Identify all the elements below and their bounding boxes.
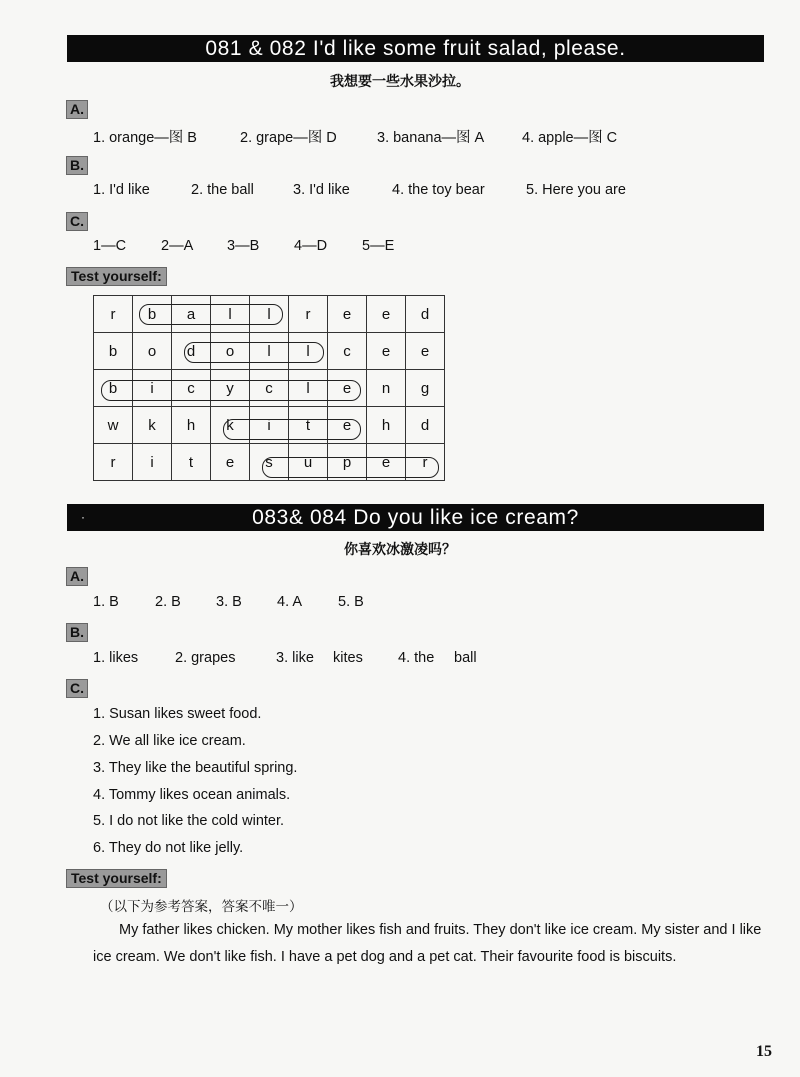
grid-cell: h bbox=[172, 407, 211, 444]
list-item: 2. We all like ice cream. bbox=[93, 733, 246, 749]
list-item: 4—D bbox=[294, 238, 328, 254]
grid-cell: i bbox=[133, 370, 172, 407]
grid-cell: w bbox=[94, 407, 133, 444]
section-title-bar-1 bbox=[67, 35, 764, 62]
grid-cell: g bbox=[406, 370, 445, 407]
circled-word-doll bbox=[184, 342, 324, 363]
section-title-bar-2: · 083& 084 Do you like ice cream? bbox=[67, 504, 764, 531]
list-item: 2. B bbox=[155, 594, 181, 610]
grid-cell: c bbox=[328, 333, 367, 370]
grid-cell: a bbox=[172, 296, 211, 333]
grid-cell: o bbox=[211, 333, 250, 370]
grid-cell: c bbox=[250, 370, 289, 407]
grid-cell: d bbox=[406, 407, 445, 444]
grid-cell: e bbox=[211, 444, 250, 481]
label-a: A. bbox=[66, 100, 88, 119]
list-item: 5. I do not like the cold winter. bbox=[93, 813, 285, 829]
list-item: 1. B bbox=[93, 594, 119, 610]
list-item: 1. likes bbox=[93, 650, 139, 666]
page-number: 15 bbox=[756, 1043, 772, 1060]
list-item: 1. I'd like bbox=[93, 182, 150, 198]
test-yourself-label: Test yourself: bbox=[66, 869, 167, 888]
list-item: 4. the toy bear bbox=[392, 182, 485, 198]
grid-cell: e bbox=[406, 333, 445, 370]
circled-word-kite bbox=[223, 419, 361, 440]
grid-cell: u bbox=[289, 444, 328, 481]
list-item: 1. Susan likes sweet food. bbox=[93, 706, 262, 722]
grid-cell: b bbox=[133, 296, 172, 333]
test-yourself-label: Test yourself: bbox=[66, 267, 167, 286]
list-item: 3. I'd like bbox=[293, 182, 350, 198]
list-item: 5. B bbox=[338, 594, 364, 610]
list-item: 6. They do not like jelly. bbox=[93, 840, 244, 856]
list-item: 1—C bbox=[93, 238, 127, 254]
grid-cell: r bbox=[406, 444, 445, 481]
grid-cell: h bbox=[367, 407, 406, 444]
grid-cell: e bbox=[367, 296, 406, 333]
list-item: 1. orange—图 B bbox=[93, 130, 197, 146]
grid-cell: l bbox=[289, 370, 328, 407]
grid-cell: t bbox=[289, 407, 328, 444]
label-c: C. bbox=[66, 679, 88, 698]
grid-cell: r bbox=[94, 296, 133, 333]
list-item: 2. grape—图 D bbox=[240, 130, 337, 146]
grid-cell: k bbox=[211, 407, 250, 444]
section-title-1: 081 & 082 I'd like some fruit salad, please. bbox=[205, 37, 626, 60]
list-item: kites bbox=[333, 650, 363, 666]
grid-cell: l bbox=[289, 333, 328, 370]
list-item: 3—B bbox=[227, 238, 260, 254]
list-item: 3. banana—图 A bbox=[377, 130, 485, 146]
grid-cell: b bbox=[94, 370, 133, 407]
grid-cell: n bbox=[367, 370, 406, 407]
grid-cell: e bbox=[367, 333, 406, 370]
section-subtitle-2: 你喜欢冰激凌吗？ bbox=[344, 542, 456, 558]
grid-cell: p bbox=[328, 444, 367, 481]
grid-cell: e bbox=[328, 370, 367, 407]
list-item: 4. apple—图 C bbox=[522, 130, 618, 146]
sample-paragraph: My father likes chicken. My mother likes fish and fruits. They don't like ice cream. My sister and I like ice cream. We don't like fish. I have a pet dog and a pet cat. Their favourite food is biscuits. bbox=[93, 922, 762, 965]
section-subtitle-1: 我想要一些水果沙拉。 bbox=[330, 74, 470, 90]
grid-cell: e bbox=[328, 296, 367, 333]
label-a: A. bbox=[66, 567, 88, 586]
grid-cell: o bbox=[133, 333, 172, 370]
grid-cell: t bbox=[172, 444, 211, 481]
list-item: 4. Tommy likes ocean animals. bbox=[93, 787, 291, 803]
list-item: 4. A bbox=[277, 594, 302, 610]
grid-cell: k bbox=[133, 407, 172, 444]
grid-cell: i bbox=[133, 444, 172, 481]
list-item: 5. Here you are bbox=[526, 182, 626, 198]
answer-note: （以下为参考答案，答案不唯一） bbox=[100, 899, 303, 915]
list-item: 2. grapes bbox=[175, 650, 236, 666]
grid-cell: l bbox=[250, 333, 289, 370]
grid-cell: d bbox=[172, 333, 211, 370]
grid-cell: s bbox=[250, 444, 289, 481]
grid-cell: r bbox=[94, 444, 133, 481]
list-item: 3. B bbox=[216, 594, 242, 610]
grid-cell: e bbox=[328, 407, 367, 444]
list-item: 5—E bbox=[362, 238, 395, 254]
grid-cell: b bbox=[94, 333, 133, 370]
grid-cell: c bbox=[172, 370, 211, 407]
list-item: 2. the ball bbox=[191, 182, 254, 198]
list-item: 4. the bbox=[398, 650, 435, 666]
label-b: B. bbox=[66, 156, 88, 175]
circled-word-ball bbox=[139, 304, 283, 325]
circled-word-super bbox=[262, 457, 439, 478]
grid-cell: e bbox=[367, 444, 406, 481]
circled-word-bicycle bbox=[101, 380, 361, 401]
list-item: 3. like bbox=[276, 650, 314, 666]
label-c: C. bbox=[66, 212, 88, 231]
label-b: B. bbox=[66, 623, 88, 642]
list-item: 2—A bbox=[161, 238, 194, 254]
section-title-2: 083& 084 Do you like ice cream? bbox=[252, 506, 579, 529]
list-item: 3. They like the beautiful spring. bbox=[93, 760, 298, 776]
grid-cell: l bbox=[211, 296, 250, 333]
grid-cell: l bbox=[250, 296, 289, 333]
grid-cell: i bbox=[250, 407, 289, 444]
grid-cell: d bbox=[406, 296, 445, 333]
list-item: ball bbox=[454, 650, 477, 666]
grid-cell: r bbox=[289, 296, 328, 333]
grid-cell: y bbox=[211, 370, 250, 407]
